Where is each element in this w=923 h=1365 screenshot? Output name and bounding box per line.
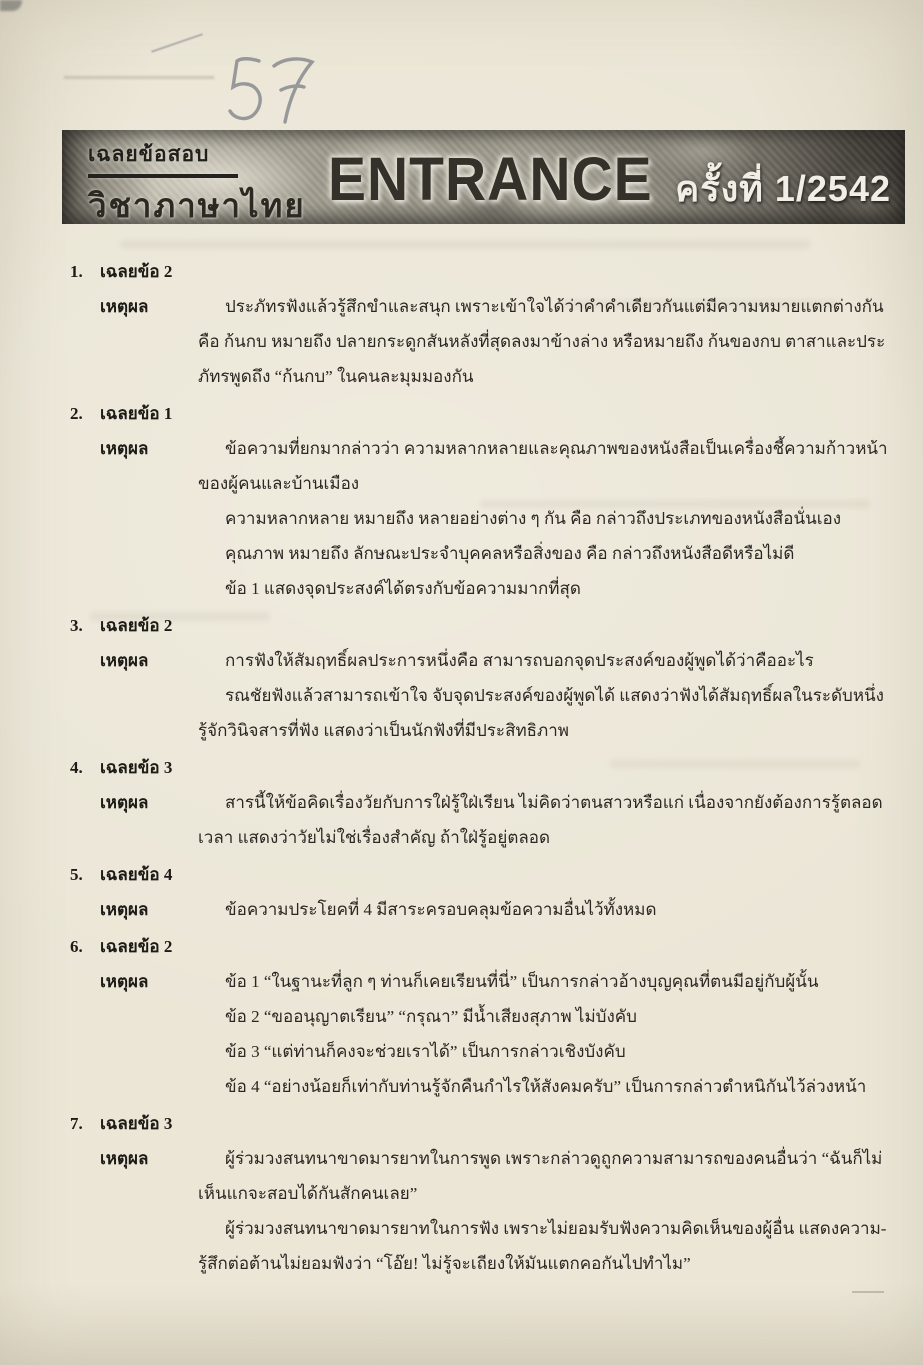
handwritten-57-strokes (226, 52, 326, 130)
subject-title: วิชาภาษาไทย (88, 187, 306, 224)
reason-paragraph: สารนี้ให้ข้อคิดเรื่องวัยกับการใฝ่รู้ใฝ่เรียน ไม่คิดว่าตนสาวหรือแก่ เนื่องจากยังต้องการรู้ตลอดเวลา แสดงว่าวัยไม่ใช่เรื่องสำคัญ ถ้าใฝ่รู้อยู่ตลอด (198, 793, 883, 847)
answer-label: เฉลยข้อ 2 (100, 262, 173, 281)
banner-left-block (88, 138, 306, 232)
item-number: 3. (70, 616, 83, 635)
reason-label: เหตุผล (100, 793, 149, 812)
reason-paragraphs (198, 431, 890, 606)
reason-paragraph: ผู้ร่วมวงสนทนาขาดมารยาทในการฟัง เพราะไม่ยอมรับฟังความคิดเห็นของผู้อื่น แสดงความ-รู้สึกต่อต้านไม่ยอมฟังว่า “โอ๊ย! ไม่รู้จะเถียงให้มันแตกคอกันไปทำไม” (198, 1219, 887, 1273)
reason-paragraph: ข้อความประโยคที่ 4 มีสาระครอบคลุมข้อความอื่นไว้ทั้งหมด (225, 900, 657, 919)
answer-item-4 (70, 750, 895, 855)
exam-name-title: ENTRANCE (328, 145, 653, 215)
answer-item-3 (70, 608, 895, 748)
header-banner (62, 130, 905, 224)
reason-paragraph: ข้อ 4 “อย่างน้อยก็เท่ากับท่านรู้จักคืนกำไรให้สังคมครับ” เป็นการกล่าวตำหนิกันไว้ล่วงหน้า (225, 1077, 867, 1096)
reason-paragraph: คุณภาพ หมายถึง ลักษณะประจำบุคคลหรือสิ่งของ คือ กล่าวถึงหนังสือดีหรือไม่ดี (225, 544, 795, 563)
item-number: 5. (70, 865, 83, 884)
answer-label: เฉลยข้อ 1 (100, 404, 173, 423)
reason-label: เหตุผล (100, 972, 149, 991)
reason-paragraphs (198, 964, 890, 1104)
ink-bleed-ghost (120, 240, 810, 249)
handwritten-page-number (226, 52, 326, 130)
reason-label: เหตุผล (100, 1149, 149, 1168)
answer-label: เฉลยข้อ 3 (100, 1114, 173, 1133)
answer-item-2 (70, 396, 895, 606)
answer-item-5 (70, 857, 895, 927)
answer-item-6 (70, 929, 895, 1104)
reason-paragraphs (198, 643, 890, 748)
reason-label: เหตุผล (100, 297, 149, 316)
scan-dash-mark (852, 1291, 884, 1293)
reason-paragraph: ข้อ 1 “ในฐานะที่ลูก ๆ ท่านก็เคยเรียนที่นี่” เป็นการกล่าวอ้างบุญคุณที่ตนมีอยู่กับผู้นั้น (225, 972, 819, 991)
answer-label: เฉลยข้อ 4 (100, 865, 173, 884)
reason-paragraph: การฟังให้สัมฤทธิ์ผลประการหนึ่งคือ สามารถบอกจุดประสงค์ของผู้พูดได้ว่าคืออะไร (225, 651, 814, 670)
reason-label: เหตุผล (100, 439, 149, 458)
reason-label: เหตุผล (100, 900, 149, 919)
reason-paragraph: ข้อ 3 “แต่ท่านก็คงจะช่วยเราได้” เป็นการกล่าวเชิงบังคับ (225, 1042, 626, 1061)
reason-paragraphs (198, 289, 890, 394)
reason-paragraph: ข้อ 1 แสดงจุดประสงค์ได้ตรงกับข้อความมากที่สุด (225, 579, 581, 598)
reason-label: เหตุผล (100, 651, 149, 670)
reason-paragraph: ข้อความที่ยกมากล่าวว่า ความหลากหลายและคุณภาพของหนังสือเป็นเครื่องชี้ความก้าวหน้าของผู้คนและบ้านเมือง (198, 439, 888, 493)
item-number: 2. (70, 404, 83, 423)
reason-paragraphs (198, 892, 890, 927)
pencil-stroke-mark (151, 33, 203, 52)
answer-list (70, 252, 895, 1281)
item-number: 7. (70, 1114, 83, 1133)
scan-smudge-line (64, 76, 214, 79)
item-number: 6. (70, 937, 83, 956)
reason-paragraph: ประภัทรฟังแล้วรู้สึกขำและสนุก เพราะเข้าใจได้ว่าคำคำเดียวกันแต่มีความหมายแตกต่างกัน คือ ก้นกบ หมายถึง ปลายกระดูกสันหลังที่สุดลงมาข้างล่าง หรือหมายถึง ก้นของกบ ตาสาและประภัทรพูดถึง “ก้นกบ” ในคนละมุมมองกัน (198, 297, 886, 386)
scan-corner-mark (0, 0, 22, 11)
reason-paragraph: รณชัยฟังแล้วสามารถเข้าใจ จับจุดประสงค์ของผู้พูดได้ แสดงว่าฟังได้สัมฤทธิ์ผลในระดับหนึ่ง รู้จักวินิจสารที่ฟัง แสดงว่าเป็นนักฟังที่มีประสิทธิภาพ (198, 686, 884, 740)
answer-label: เฉลยข้อ 3 (100, 758, 173, 777)
item-number: 4. (70, 758, 83, 777)
answer-item-1 (70, 254, 895, 394)
reason-paragraph: ผู้ร่วมวงสนทนาขาดมารยาทในการพูด เพราะกล่าวดูถูกความสามารถของคนอื่นว่า “ฉันก็ไม่เห็นแกจะสอบได้กันสักคนเลย” (198, 1149, 883, 1203)
series-label: เฉลยข้อสอบ (88, 143, 210, 166)
reason-paragraphs (198, 1141, 890, 1281)
reason-paragraphs (198, 785, 890, 855)
series-underline (88, 174, 238, 178)
exam-edition-label: ครั้งที่ 1/2542 (675, 168, 891, 209)
answer-label: เฉลยข้อ 2 (100, 937, 173, 956)
answer-label: เฉลยข้อ 2 (100, 616, 173, 635)
item-number: 1. (70, 262, 83, 281)
reason-paragraph: ข้อ 2 “ขออนุญาตเรียน” “กรุณา” มีน้ำเสียงสุภาพ ไม่บังคับ (225, 1007, 637, 1026)
answer-item-7 (70, 1106, 895, 1281)
reason-paragraph: ความหลากหลาย หมายถึง หลายอย่างต่าง ๆ กัน คือ กล่าวถึงประเภทของหนังสือนั่นเอง (225, 509, 842, 528)
